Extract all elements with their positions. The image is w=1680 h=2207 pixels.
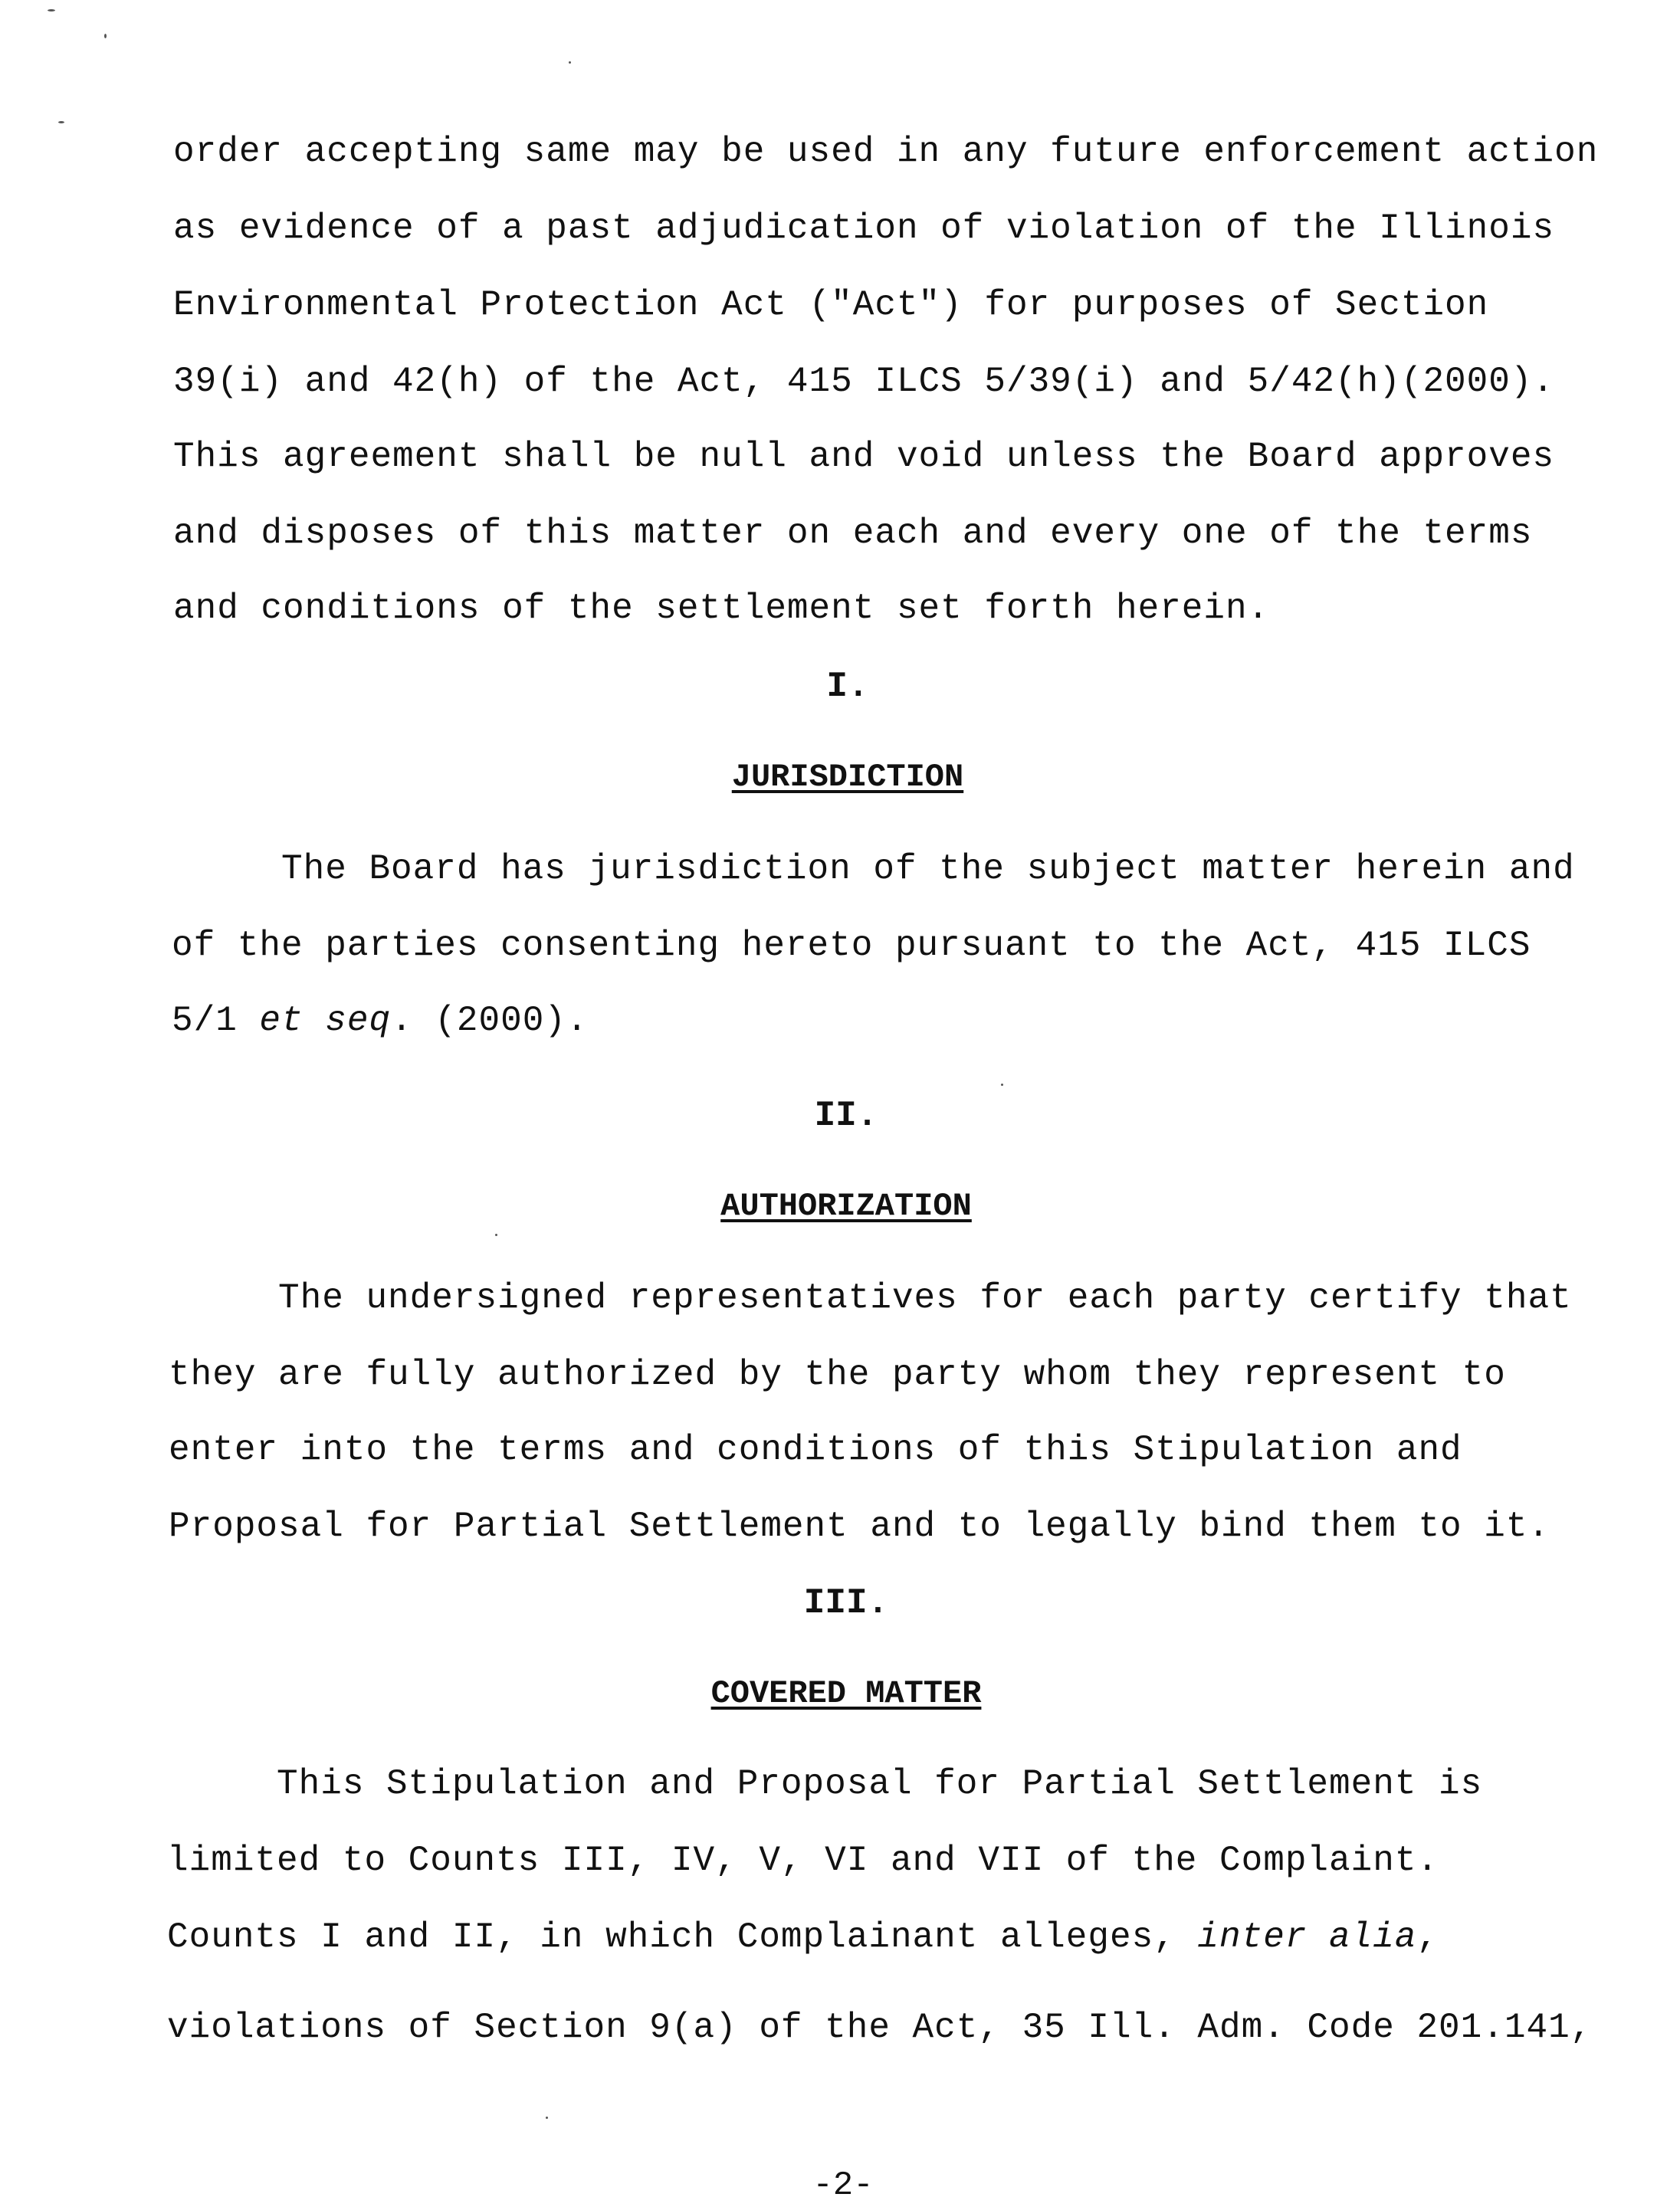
- intro-line: Environmental Protection Act ("Act") for purposes of Section: [173, 285, 1489, 325]
- section-title: JURISDICTION: [731, 759, 964, 795]
- body-line: limited to Counts III, IV, V, VI and VII of the Complaint.: [167, 1841, 1439, 1881]
- intro-line: and conditions of the settlement set forth herein.: [173, 589, 1270, 628]
- scan-speck: [495, 1234, 497, 1236]
- body-line: of the parties consenting hereto pursuant to the Act, 415 ILCS: [172, 926, 1531, 966]
- page-number: -2-: [812, 2166, 874, 2205]
- scan-speck: [569, 61, 571, 64]
- body-line: Proposal for Partial Settlement and to legally bind them to it.: [169, 1507, 1550, 1546]
- body-line: The Board has jurisdiction of the subject matter herein and: [172, 849, 1575, 889]
- section-number: II.: [814, 1096, 878, 1136]
- intro-line: 39(i) and 42(h) of the Act, 415 ILCS 5/39(i) and 5/42(h)(2000).: [173, 362, 1555, 402]
- body-line: [172, 999, 589, 1042]
- intro-line: order accepting same may be used in any future enforcement action: [173, 132, 1599, 172]
- citation-text: 5/1: [172, 1001, 260, 1041]
- italic-phrase: inter alia: [1197, 1917, 1417, 1957]
- scan-speck: [58, 121, 64, 123]
- body-text: Counts I and II, in which Complainant alleges,: [167, 1917, 1198, 1957]
- italic-citation: et seq: [259, 1001, 392, 1041]
- section-number: I.: [826, 667, 869, 707]
- section-title: AUTHORIZATION: [720, 1188, 972, 1225]
- body-line: they are fully authorized by the party whom they represent to: [169, 1355, 1506, 1395]
- body-line: This Stipulation and Proposal for Partial Settlement is: [167, 1764, 1483, 1804]
- body-line: violations of Section 9(a) of the Act, 35 Ill. Adm. Code 201.141,: [167, 2008, 1593, 2048]
- body-line: The undersigned representatives for each party certify that: [169, 1278, 1572, 1318]
- intro-line: This agreement shall be null and void unless the Board approves: [173, 437, 1555, 477]
- intro-line: and disposes of this matter on each and every one of the terms: [173, 513, 1533, 553]
- intro-line: as evidence of a past adjudication of violation of the Illinois: [173, 208, 1555, 248]
- scan-speck: [546, 2117, 548, 2119]
- body-text: ,: [1416, 1917, 1439, 1957]
- body-line: [167, 1916, 1439, 1959]
- scan-speck: [48, 9, 55, 11]
- section-title: COVERED MATTER: [710, 1675, 982, 1712]
- body-line: enter into the terms and conditions of this Stipulation and: [169, 1430, 1462, 1470]
- section-number: III.: [803, 1583, 889, 1623]
- scan-speck: [104, 34, 107, 38]
- scan-speck: [1001, 1084, 1003, 1086]
- citation-text: . (2000).: [391, 1001, 589, 1041]
